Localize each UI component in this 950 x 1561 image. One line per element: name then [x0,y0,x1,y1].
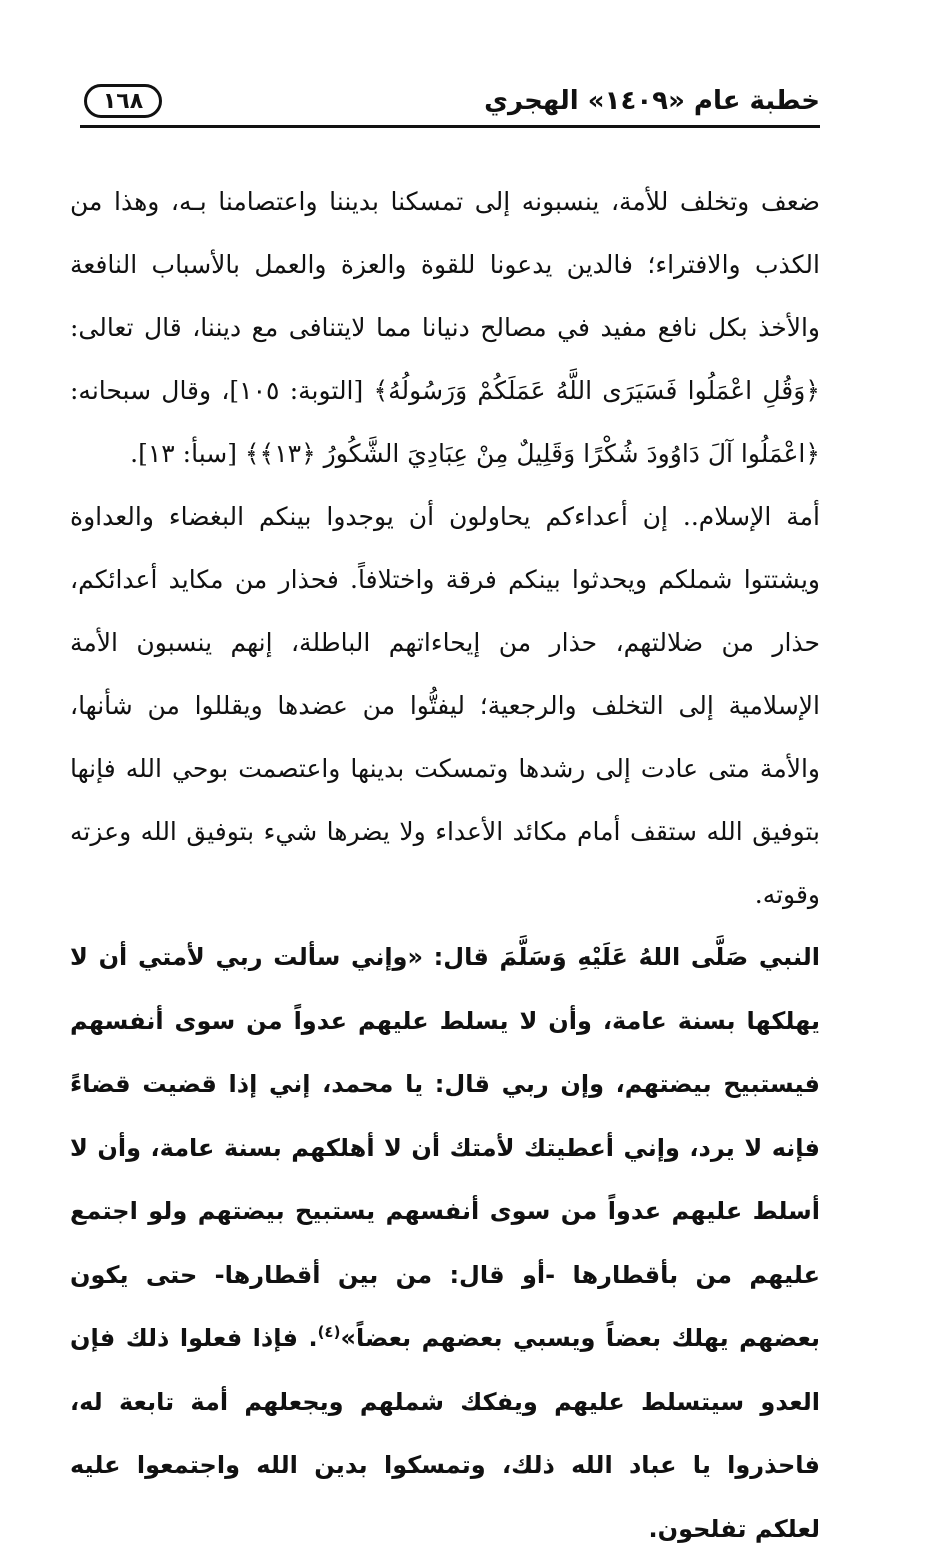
paragraph-1: ضعف وتخلف للأمة، ينسبونه إلى تمسكنا بديننا واعتصامنا بـه، وهذا من الكذب والافتراء؛ فالدين يدعونا للقوة والعزة والعمل بالأسباب النافعة والأخذ بكل نافع مفيد في مصالح دنيانا مما لايتنافى مع ديننا، قال تعالى: ﴿وَقُلِ اعْمَلُوا فَسَيَرَى اللَّهُ عَمَلَكُمْ وَرَسُولُهُ﴾ [التوبة: ١٠٥]، وقال سبحانه: ﴿اعْمَلُوا آلَ دَاوُودَ شُكْرًا وَقَلِيلٌ مِنْ عِبَادِيَ الشَّكُورُ ﴿١٣﴾﴾ [سبأ: ١٣]. [70,187,820,468]
page-number-badge [84,84,162,118]
header-title: خطبة عام «١٤٠٩» الهجري [484,86,820,116]
paragraph-3 [70,926,820,1561]
paragraph-3-continuation: . فإذا فعلوا ذلك فإن العدو سيتسلط عليهم ويفكك شملهم ويجعلهم أمة تابعة له، فاحذروا يا عباد الله ذلك، وتمسكوا بدين الله واجتمعوا عليه لعلكم تفلحون. [70,1324,820,1543]
running-header [80,82,820,130]
paragraph-2: أمة الإسلام.. إن أعداءكم يحاولون أن يوجدوا بينكم البغضاء والعداوة ويشتتوا شملكم ويحدثوا بينكم فرقة واختلافاً. فحذار من مكايد أعدائكم، حذار من ضلالتهم، حذار من إيحاءاتهم الباطلة، إنهم ينسبون الأمة الإسلامية إلى التخلف والرجعية؛ ليفتُّوا من عضدها ويقللوا من شأنها، والأمة متى عادت إلى رشدها وتمسكت بدينها واعتصمت بوحي الله فإنها بتوفيق الله ستقف أمام مكائد الأعداء ولا يضرها شيء بتوفيق الله وعزته وقوته. [70,502,820,909]
header-rule [80,125,820,128]
page-body [70,170,820,1561]
footnote-marker[interactable]: (٤) [317,1323,341,1341]
page-number: ١٦٨ [102,88,144,114]
hadith-text: النبي صَلَّى اللهُ عَلَيْهِ وَسَلَّمَ قال: «وإني سألت ربي لأمتي أن لا يهلكها بسنة عامة، وأن لا يسلط عليهم عدواً من سوى أنفسهم فيستبيح بيضتهم، وإن ربي قال: يا محمد، إني إذا قضيت قضاءً فإنه لا يرد، وإني أعطيتك لأمتك أن لا أهلكهم بسنة عامة، وأن لا أسلط عليهم عدواً من سوى أنفسهم يستبيح بيضتهم ولو اجتمع عليهم من بأقطارها -أو قال: من بين أقطارها- حتى يكون بعضهم يهلك بعضاً ويسبي بعضهم بعضاً» [70,943,820,1352]
